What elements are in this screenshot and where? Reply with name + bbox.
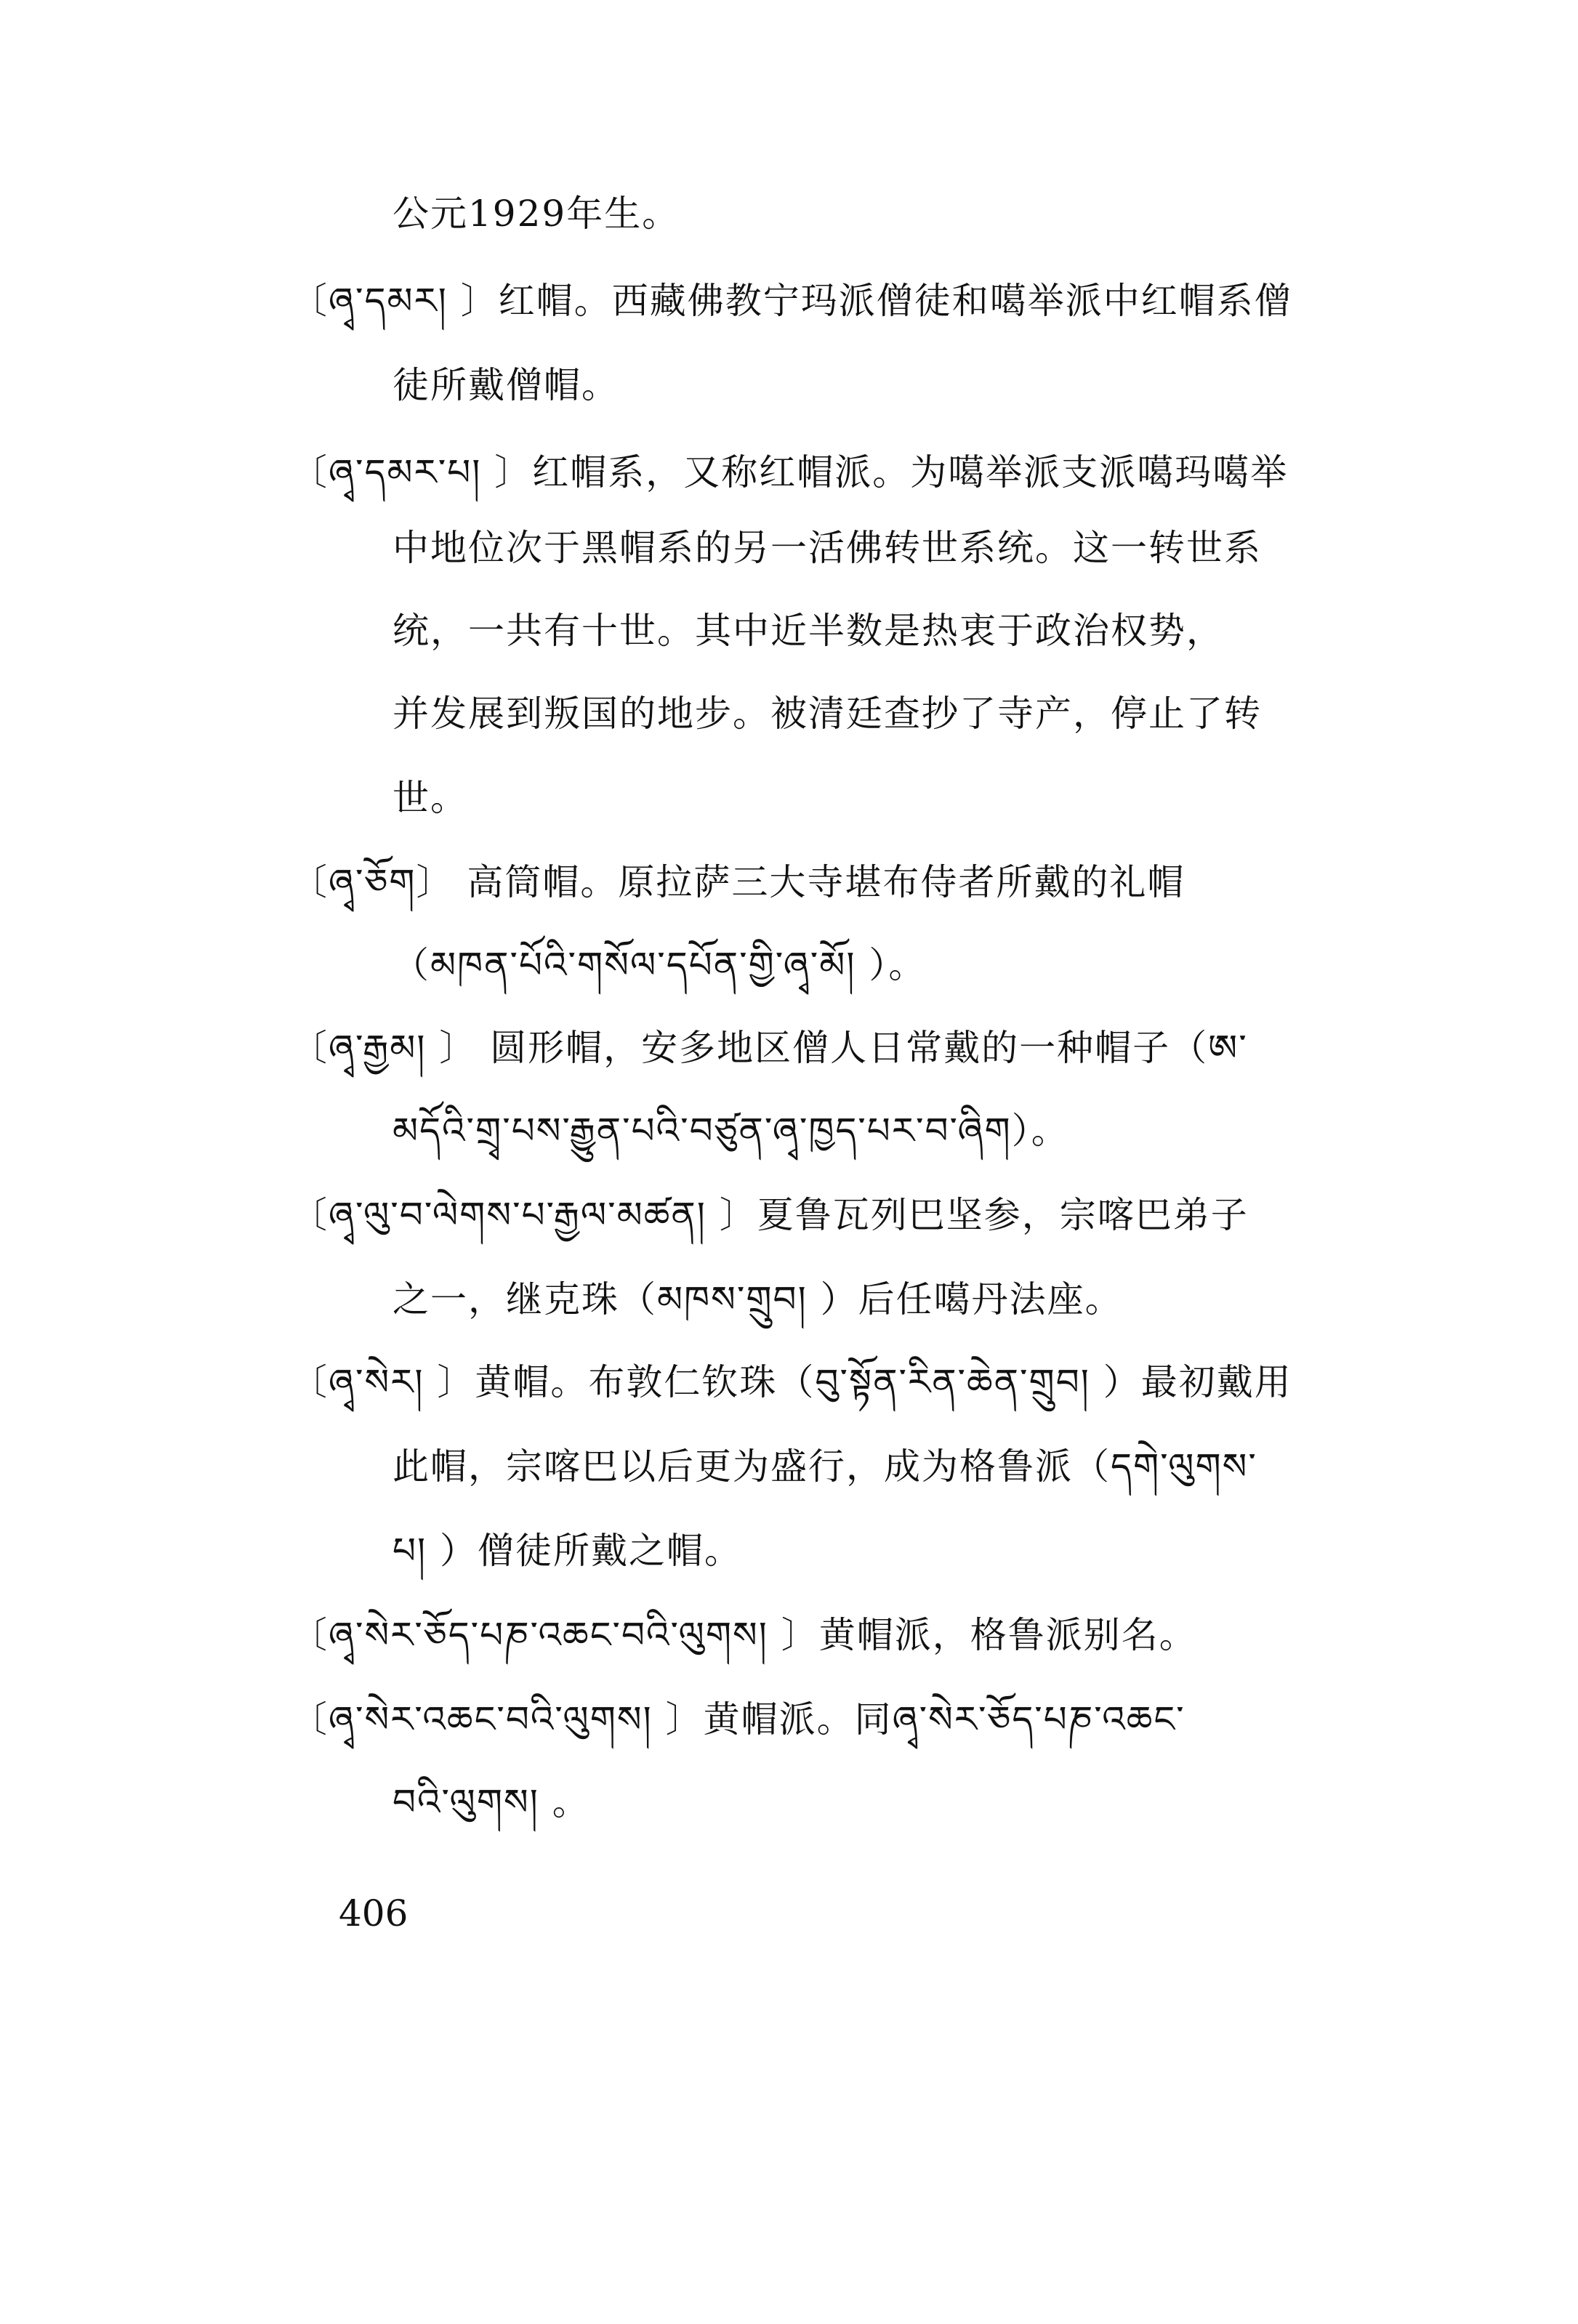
entry-red-hat-lineage-cont-2: 统，一共有十世。其中近半数是热衷于政治权势， [393, 610, 1224, 652]
entry-yellow-hat-sect-2: 〔ཞྭ་སེར་འཆང་བའི་ལུགས། 〕黄帽派。同ཞྭ་སེར་ཅོད་པཎ་འཆང་ [291, 1698, 1185, 1740]
entry-yellow-hat-sect-1: 〔ཞྭ་སེར་ཅོད་པཎ་འཆང་བའི་ལུགས། 〕黄帽派，格鲁派别名。 [291, 1614, 1197, 1656]
entry-red-hat-lineage: 〔ཞྭ་དམར་པ། 〕红帽系，又称红帽派。为噶举派支派噶玛噶举 [291, 451, 1289, 493]
entry-yellow-hat-sect-2-cont: བའི་ལུགས། 。 [393, 1781, 590, 1823]
entry-round-hat-cont: མདོའི་གྲྭ་པས་རྒྱུན་པའི་བཙུན་ཞྭ་ཁྱད་པར་བ་ཞིག）。 [393, 1110, 1069, 1152]
entry-red-hat-lineage-cont-4: 世。 [393, 777, 468, 819]
entry-red-hat-lineage-cont-3: 并发展到叛国的地步。被清廷查抄了寺产，停止了转 [393, 693, 1262, 735]
entry-yellow-hat: 〔ཞྭ་སེར། 〕黄帽。布敦仁钦珠（བུ་སྟོན་རིན་ཆེན་གྲུབ། ）最初戴用 [291, 1361, 1292, 1403]
entry-yellow-hat-cont-1: 此帽，宗喀巴以后更为盛行，成为格鲁派（དགེ་ལུགས་ [393, 1445, 1257, 1488]
entry-shalu-lekpa-cont: 之一，继克珠（མཁས་གྲུབ། ）后任噶丹法座。 [393, 1278, 1123, 1320]
entry-continuation-birth-year: 公元1929年生。 [393, 193, 680, 235]
entry-tall-hat-cont: （མཁན་པོའི་གསོལ་དཔོན་གྱི་ཞྭ་མོ། ）。 [393, 944, 927, 986]
entry-round-hat: 〔ཞྭ་རྒྱམ། 〕 圆形帽，安多地区僧人日常戴的一种帽子（ཨ་ [291, 1027, 1248, 1069]
entry-red-hat-cont: 徒所戴僧帽。 [393, 364, 619, 406]
entry-red-hat: 〔ཞྭ་དམར། 〕红帽。西藏佛教宁玛派僧徒和噶举派中红帽系僧 [291, 280, 1292, 322]
entry-tall-hat: 〔ཞྭ་ཅོག〕 高筒帽。原拉萨三大寺堪布侍者所戴的礼帽 [291, 861, 1185, 903]
entry-red-hat-lineage-cont-1: 中地位次于黑帽系的另一活佛转世系统。这一转世系 [393, 527, 1262, 569]
entry-yellow-hat-cont-2: པ། ）僧徒所戴之帽。 [393, 1530, 743, 1572]
entry-shalu-lekpa: 〔ཞྭ་ལུ་བ་ལེགས་པ་རྒྱལ་མཚན། 〕夏鲁瓦列巴坚参，宗喀巴弟子 [291, 1194, 1249, 1236]
page-number: 406 [339, 1892, 408, 1934]
